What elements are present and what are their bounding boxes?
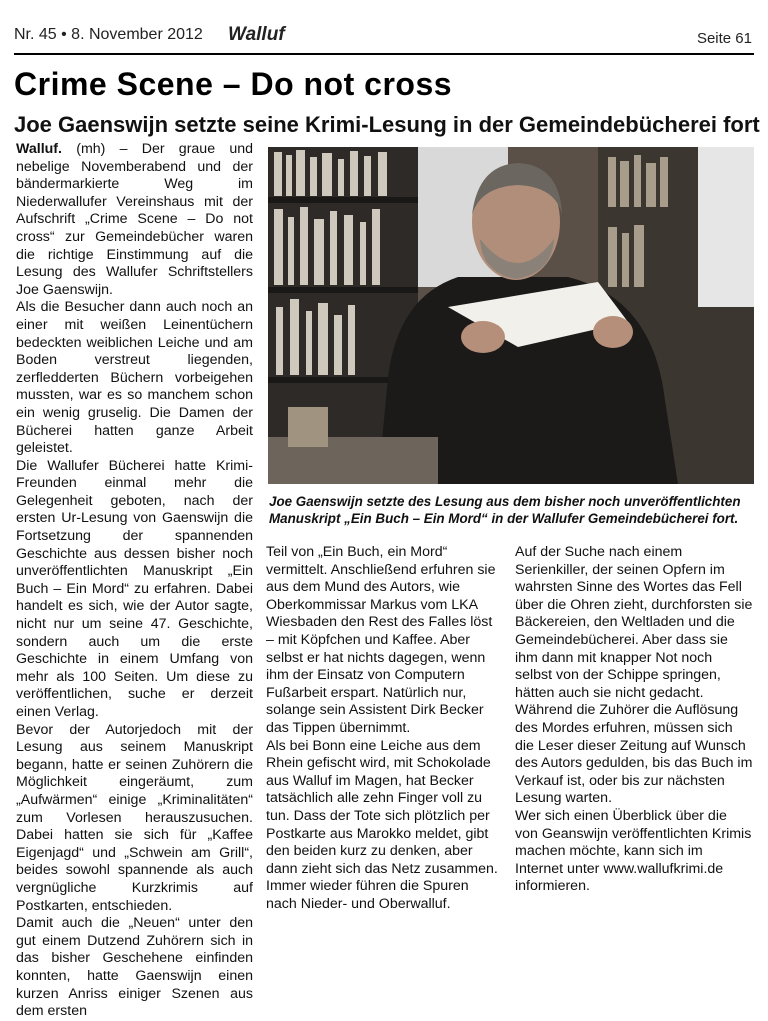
dateline: Walluf.	[16, 141, 62, 157]
paragraph: Als bei Bonn eine Leiche aus dem Rhein gefischt wird, mit Schokolade aus Walluf im Magen, hat Becker tatsächlich alle zehn Finger voll zu tun. Dass der Tote sich plötzlich per Postkarte aus Marokko meldet, gibt den beiden kurz zu denken, aber dann zieht sich das Netz zusammen. Immer wieder führen die Spuren nach Nieder- und Oberwalluf.	[266, 737, 498, 912]
paragraph: Damit auch die „Neuen“ unter den gut einem Dutzend Zuhörern sich in das bisher Geschehene einfinden konnten, hatte Gaenswijn einen kurzen Anriss einiger Szenen aus dem ersten	[16, 915, 253, 1020]
paragraph: Wer sich einen Überblick über die von Geanswijn veröffentlichten Krimis machen möchte, kann sich im Internet unter www.wallufkrimi.de informieren.	[515, 807, 752, 895]
paragraph: Während die Zuhörer die Auflösung des Mordes erfuhren, müssen sich die Leser dieser Zeitung auf Wunsch des Autors gedulden, bis das Buch im Verkauf ist, oder bis zur nächsten Lesung warten.	[515, 702, 753, 807]
article-column-2	[266, 544, 502, 913]
paragraph: Teil von „Ein Buch, ein Mord“ vermittelt. Anschließend erfuhren sie aus dem Mund des Autors, wie Oberkommissar Markus vom LKA Wiesbaden den Rest des Falles löst – mit Köpfchen und Kaffee. Aber selbst er hat nichts dagegen, wenn ihm der Einsatz von Computern Fußarbeit erspart. Natürlich nur, solange sein Assistent Dirk Becker das Tippen übernimmt.	[266, 544, 496, 736]
article-column-3	[515, 544, 753, 896]
headline: Crime Scene – Do not cross	[14, 66, 453, 102]
article-photo	[268, 147, 754, 484]
header-rule	[14, 53, 754, 55]
paragraph-text: (mh) – Der graue und nebelige Novemberabend und der bändermarkierte Weg im Niederwallufer Vereinshaus mit der Aufschrift „Crime Scene – Do not cross“ zur Gemeindebücher waren die richtige Einstimmung auf die Lesung des Wallufer Schriftstellers Joe Gaenswijn.	[16, 141, 253, 298]
paragraph: Als die Besucher dann auch noch an einer mit weißen Leinentüchern bedeckten weiblichen Leiche und am Boden verstreut liegenden, zerfledderten Büchern vorbeigehen mussten, war es so manchem schon ein wenig gruselig. Die Damen der Bücherei hatten ganze Arbeit geleistet.	[16, 299, 253, 457]
page-header	[14, 26, 754, 50]
photo-illustration	[268, 147, 754, 484]
paragraph: Auf der Suche nach einem Serienkiller, der seinen Opfern im wahrsten Sinne des Wortes das Fell über die Ohren zieht, durchforsten sie Bäckereien, den Weltladen und die Gemeindebücherei. Aber dass sie ihm dann mit knapper Not noch selbst von der Schippe springen, hätten auch sie nicht gedacht.	[515, 544, 753, 701]
paragraph: Bevor der Autorjedoch mit der Lesung aus seinem Manuskript begann, hatte er seinen Zuhörern die Möglichkeit eingeräumt, zum „Aufwärmen“ einige „Kriminalitäten“ zum Vorlesen herauszusuchen. Dabei hatten sie sich für „Kaffee Eigenjagd“ und „Schwein am Grill“, beides sowohl spannende als auch vergnügliche Kurzkrimis auf Postkarten, entschieden.	[16, 721, 253, 914]
photo-caption: Joe Gaenswijn setzte des Lesung aus dem bisher noch unveröffentlichten Manuskript „Ein Buch – Ein Mord“ in der Wallufer Gemeindebücherei fort.	[269, 494, 741, 526]
page-number: Seite 61	[696, 30, 752, 47]
paragraph	[16, 141, 253, 299]
subheadline: Joe Gaenswijn setzte seine Krimi-Lesung in der Gemeindebücherei fort	[14, 112, 760, 137]
paper-name: Walluf	[228, 24, 285, 45]
article-column-1	[16, 141, 253, 1021]
issue-date: Nr. 45 • 8. November 2012	[14, 26, 203, 43]
paragraph: Die Wallufer Bücherei hatte Krimi-Freunden einmal mehr die Gelegenheit geboten, nach der ersten Ur-Lesung von Gaenswijn die Fortsetzung der spannenden Geschichte aus dessen bisher noch unveröffentlichten Manuskript „Ein Buch – Ein Mord“ zu erfahren. Dabei handelt es sich, wie der Autor sagte, nicht nur um seine 47. Geschichte, sondern auch um die erste Geschichte in einem Umfang von mehr als 100 Seiten. Um diese zu veröffentlichen, suche er derzeit einen Verlag.	[16, 457, 253, 720]
